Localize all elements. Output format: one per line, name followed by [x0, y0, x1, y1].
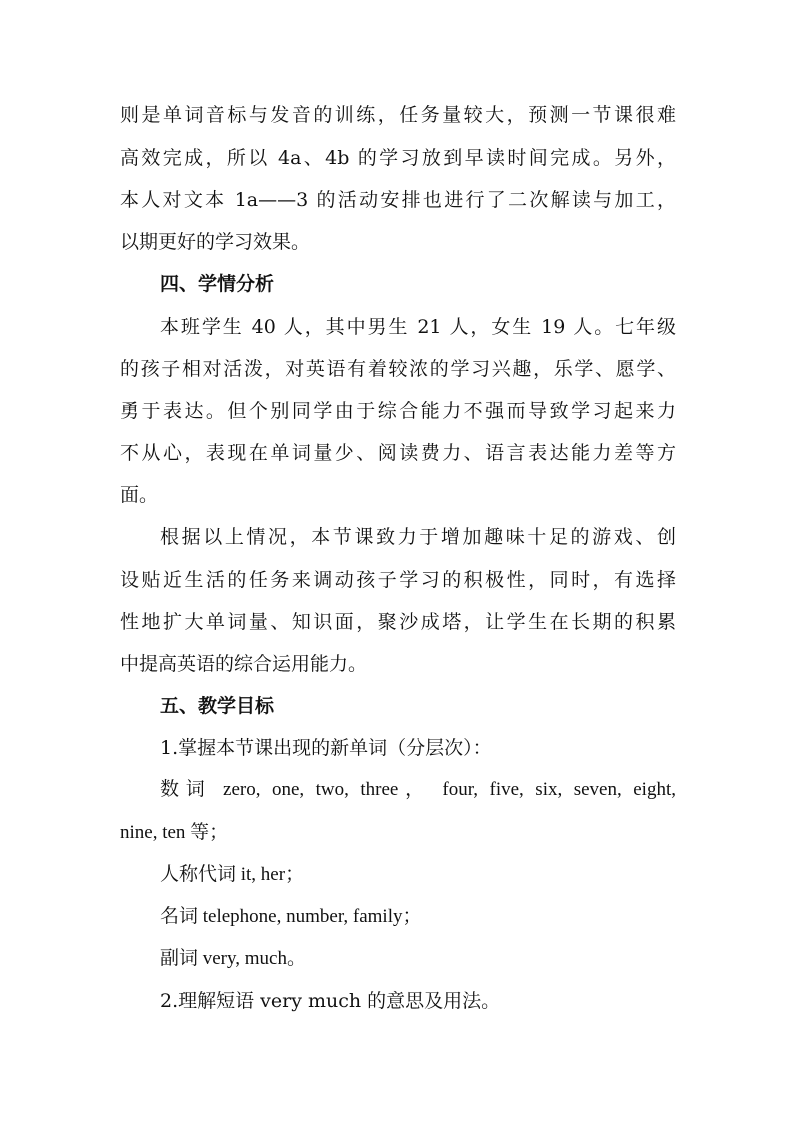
paragraph-line: 本班学生 40 人，其中男生 21 人，女生 19 人。七年级	[160, 316, 676, 338]
paragraph-line: 勇于表达。但个别同学由于综合能力不强而导致学习起来力	[120, 400, 676, 422]
paragraph-line: 性地扩大单词量、知识面，聚沙成塔，让学生在长期的积累	[120, 611, 676, 633]
paragraph-line: 本人对文本 1a——3 的活动安排也进行了二次解读与加工，	[120, 189, 676, 211]
section-heading: 五、教学目标	[160, 695, 275, 717]
paragraph-line: nine, ten 等；	[120, 822, 229, 843]
paragraph-line: 人称代词 it, her；	[160, 864, 305, 885]
list-item: 2.理解短语 very much 的意思及用法。	[160, 990, 501, 1012]
paragraph-line: 面。	[120, 484, 159, 506]
paragraph-line: 数词 zero, one, two, three， four, five, six, seven, eight,	[160, 779, 676, 800]
paragraph-line: 名词 telephone, number, family；	[160, 906, 422, 927]
paragraph-line: 设贴近生活的任务来调动孩子学习的积极性，同时，有选择	[120, 569, 676, 591]
paragraph-line: 高效完成，所以 4a、4b 的学习放到早读时间完成。另外，	[120, 147, 676, 169]
list-item: 1.掌握本节课出现的新单词（分层次）：	[160, 737, 492, 759]
paragraph-line: 根据以上情况，本节课致力于增加趣味十足的游戏、创	[160, 526, 676, 548]
paragraph-line: 以期更好的学习效果。	[120, 231, 311, 253]
paragraph-line: 的孩子相对活泼，对英语有着较浓的学习兴趣，乐学、愿学、	[120, 358, 676, 380]
paragraph-line: 副词 very, much。	[160, 948, 306, 969]
paragraph-line: 不从心，表现在单词量少、阅读费力、语言表达能力差等方	[120, 442, 676, 464]
paragraph-line: 则是单词音标与发音的训练，任务量较大，预测一节课很难	[120, 104, 676, 126]
section-heading: 四、学情分析	[160, 273, 275, 295]
paragraph-line: 中提高英语的综合运用能力。	[120, 653, 368, 675]
